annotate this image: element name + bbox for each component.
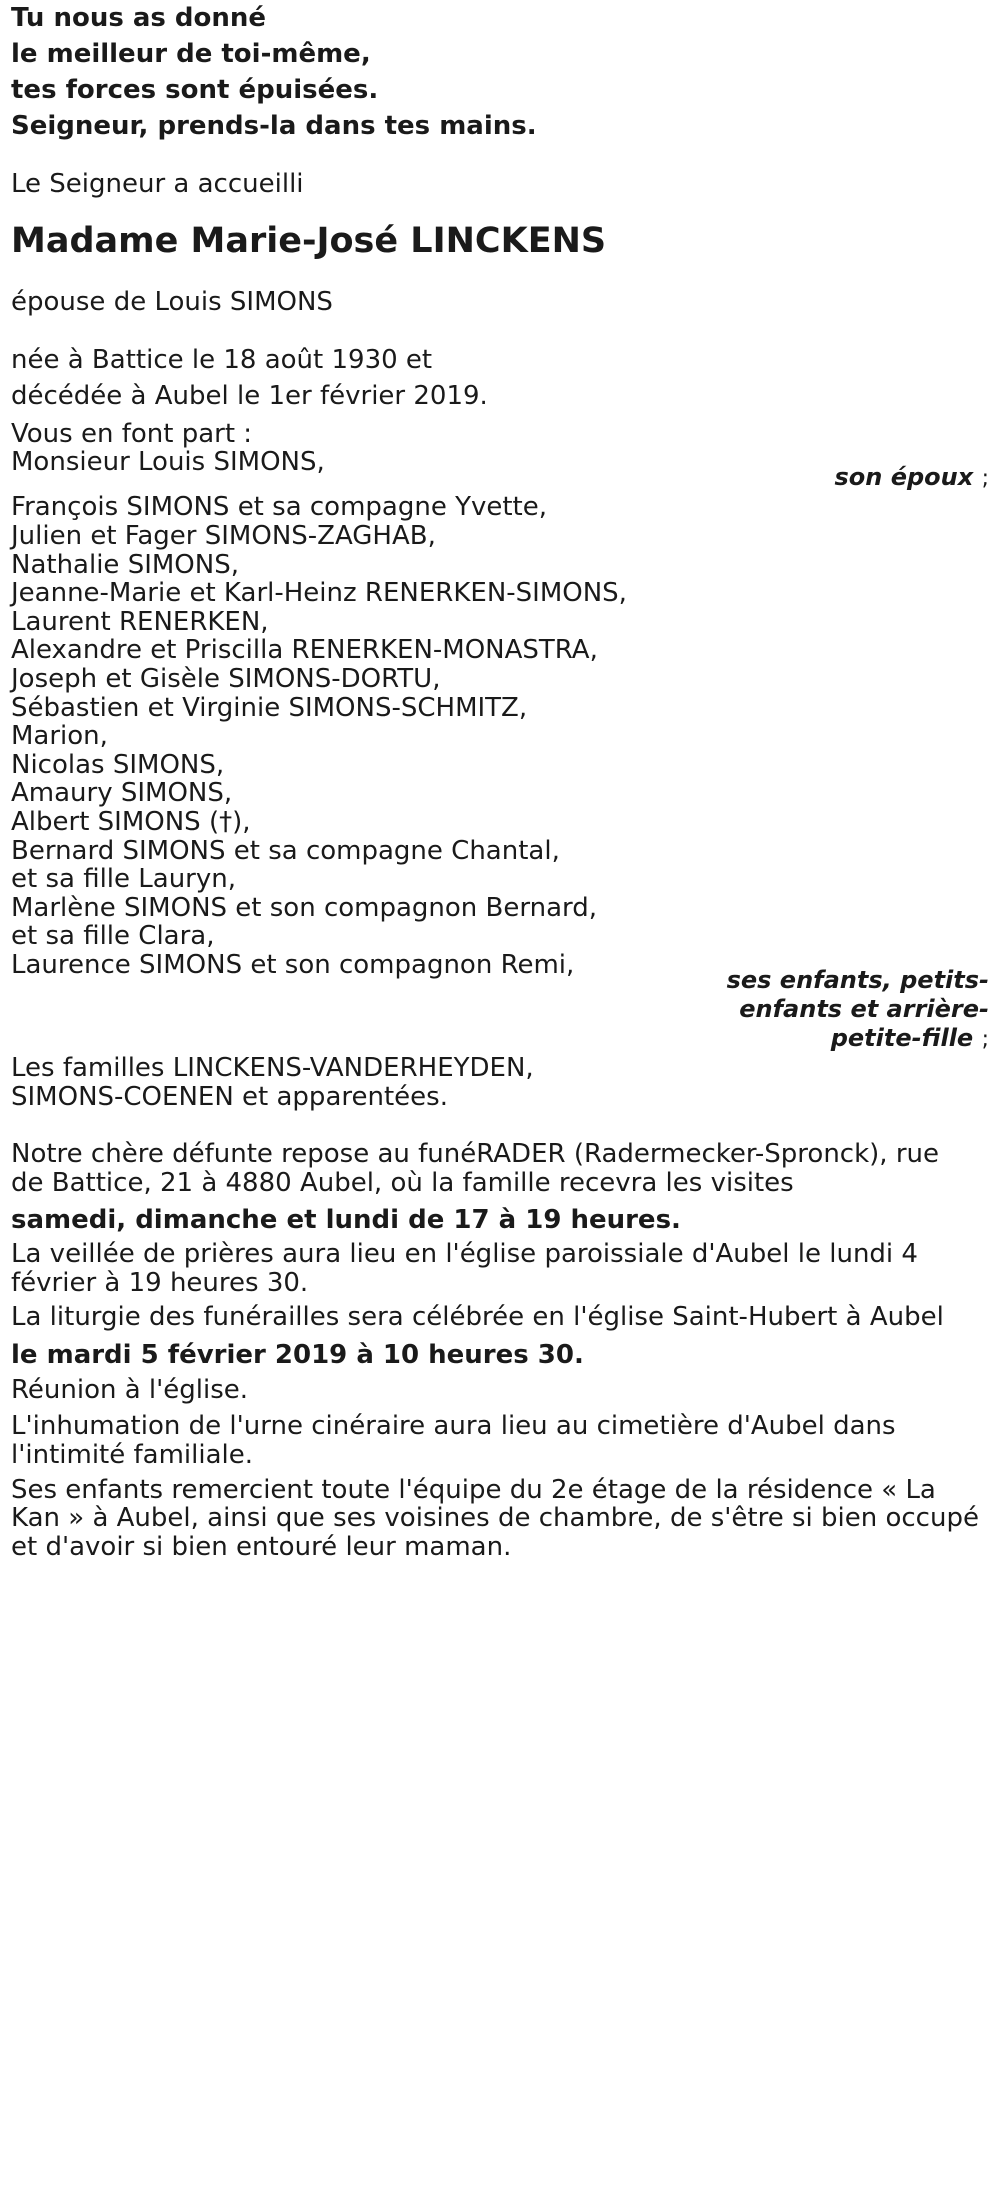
family-member: Marlène SIMONS et son compagnon Bernard,	[11, 893, 598, 923]
families-line-1: Les familles LINCKENS-VANDERHEYDEN,	[11, 1053, 534, 1083]
poem-line-3: tes forces sont épuisées.	[11, 75, 379, 105]
families-line-2: SIMONS-COENEN et apparentées.	[11, 1082, 448, 1112]
husband-line: Monsieur Louis SIMONS,	[11, 447, 325, 477]
spouse-line: épouse de Louis SIMONS	[11, 287, 333, 317]
family-member: Julien et Fager SIMONS-ZAGHAB,	[11, 521, 436, 551]
family-member: Laurence SIMONS et son compagnon Remi,	[11, 950, 575, 980]
family-member: Nicolas SIMONS,	[11, 750, 225, 780]
family-member: Marion,	[11, 721, 108, 751]
visits-schedule: samedi, dimanche et lundi de 17 à 19 heures.	[11, 1205, 681, 1235]
family-member: Sébastien et Virginie SIMONS-SCHMITZ,	[11, 693, 528, 723]
repose-line-1: Notre chère défunte repose au funéRADER (Radermecker-Spronck), rue	[11, 1139, 939, 1169]
role-separator: ;	[981, 1027, 989, 1052]
reunion-line: Réunion à l'église.	[11, 1375, 249, 1405]
family-member: et sa fille Lauryn,	[11, 864, 236, 894]
thanks-line-2: Kan » à Aubel, ainsi que ses voisines de chambre, de s'être si bien occupé	[11, 1503, 979, 1533]
repose-line-2: de Battice, 21 à 4880 Aubel, où la famille recevra les visites	[11, 1168, 794, 1198]
family-member: Laurent RENERKEN,	[11, 607, 269, 637]
birth-line: née à Battice le 18 août 1930 et	[11, 345, 433, 375]
husband-role: son époux ;	[834, 463, 989, 491]
thanks-line-1: Ses enfants remercient toute l'équipe du 2e étage de la résidence « La	[11, 1475, 936, 1505]
family-member: François SIMONS et sa compagne Yvette,	[11, 492, 548, 522]
vigil-line-1: La veillée de prières aura lieu en l'église paroissiale d'Aubel le lundi 4	[11, 1239, 918, 1269]
family-member: Alexandre et Priscilla RENERKEN-MONASTRA,	[11, 635, 598, 665]
children-role-line-1: ses enfants, petits-	[726, 966, 989, 994]
deceased-name: Madame Marie-José LINCKENS	[11, 221, 607, 261]
liturgy-date: le mardi 5 février 2019 à 10 heures 30.	[11, 1340, 584, 1370]
family-member: et sa fille Clara,	[11, 921, 215, 951]
burial-line-1: L'inhumation de l'urne cinéraire aura lieu au cimetière d'Aubel dans	[11, 1411, 896, 1441]
family-member: Nathalie SIMONS,	[11, 550, 239, 580]
poem-line-4: Seigneur, prends-la dans tes mains.	[11, 111, 537, 141]
family-member: Amaury SIMONS,	[11, 778, 233, 808]
family-member: Albert SIMONS (†),	[11, 807, 251, 837]
family-member: Jeanne-Marie et Karl-Heinz RENERKEN-SIMONS,	[11, 578, 627, 608]
role-separator: ;	[981, 466, 989, 491]
announce-line: Vous en font part :	[11, 419, 253, 449]
thanks-line-3: et d'avoir si bien entouré leur maman.	[11, 1532, 512, 1562]
children-role-line-3: petite-fille ;	[830, 1024, 989, 1052]
poem-line-1: Tu nous as donné	[11, 3, 267, 33]
death-line: décédée à Aubel le 1er février 2019.	[11, 381, 488, 411]
vigil-line-2: février à 19 heures 30.	[11, 1268, 309, 1298]
family-member: Joseph et Gisèle SIMONS-DORTU,	[11, 664, 441, 694]
intro-text: Le Seigneur a accueilli	[11, 169, 304, 199]
family-member: Bernard SIMONS et sa compagne Chantal,	[11, 836, 560, 866]
burial-line-2: l'intimité familiale.	[11, 1440, 253, 1470]
poem-line-2: le meilleur de toi-même,	[11, 39, 371, 69]
children-role-line-2: enfants et arrière-	[739, 995, 989, 1023]
liturgy-line: La liturgie des funérailles sera célébrée en l'église Saint-Hubert à Aubel	[11, 1302, 944, 1332]
